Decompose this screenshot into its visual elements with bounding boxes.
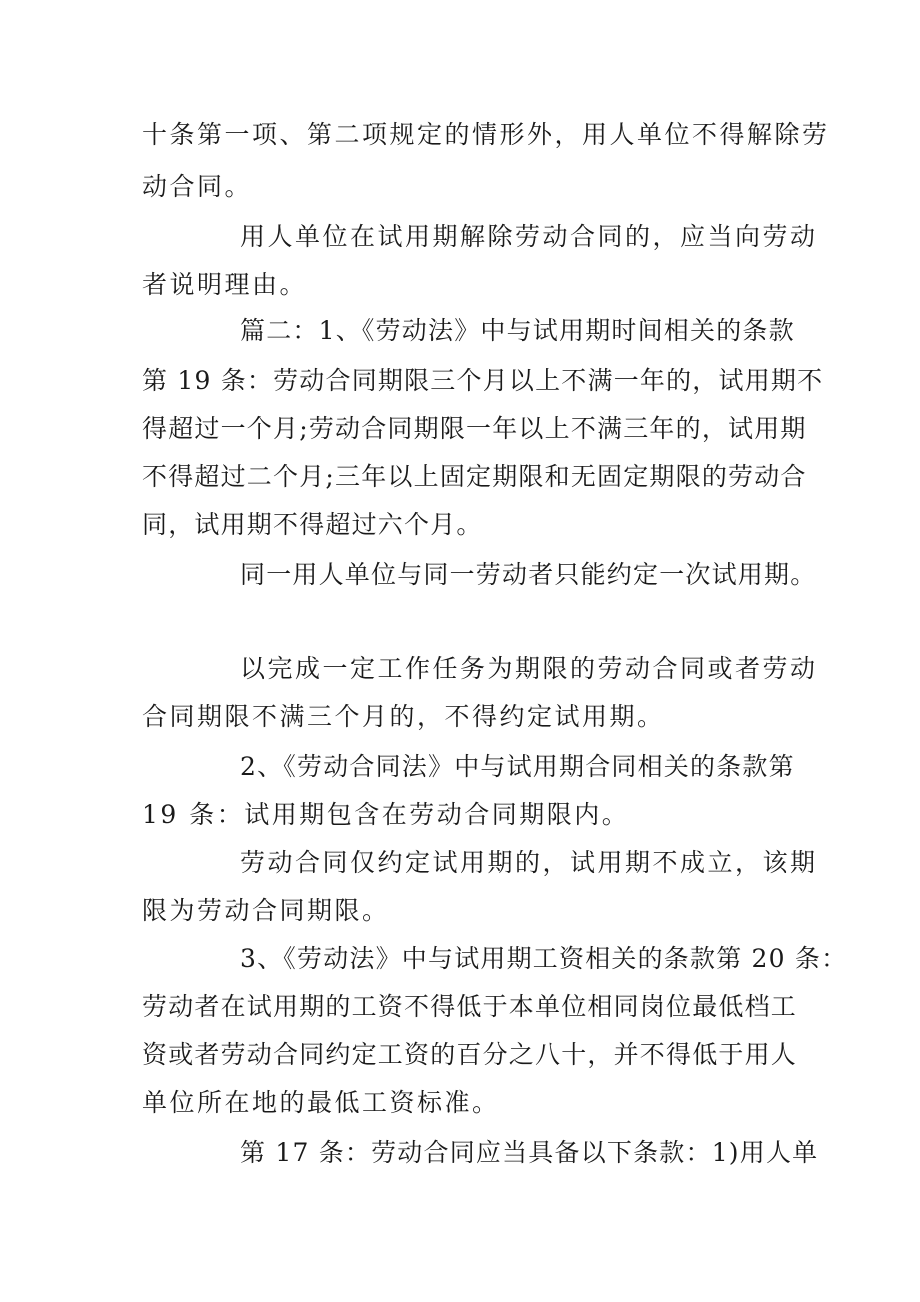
text-line: 单位所在地的最低工资标准。 (142, 1088, 500, 1117)
text-line: 用人单位在试用期解除劳动合同的，应当向劳动 (240, 222, 818, 251)
text-line: 不得超过二个月;三年以上固定期限和无固定期限的劳动合 (142, 462, 807, 491)
text-line: 劳动合同仅约定试用期的，试用期不成立，该期 (240, 848, 818, 877)
text-line: 合同期限不满三个月的，不得约定试用期。 (142, 702, 665, 731)
text-line: 限为劳动合同期限。 (142, 896, 390, 925)
text-line: 2、《劳动合同法》中与试用期合同相关的条款第 (240, 752, 795, 781)
text-line: 动合同。 (142, 172, 253, 201)
text-line: 第 17 条：劳动合同应当具备以下条款：1)用人单 (240, 1138, 819, 1167)
text-line: 者说明理由。 (142, 270, 308, 299)
text-line: 篇二：1、《劳动法》中与试用期时间相关的条款 (240, 316, 795, 345)
text-line: 以完成一定工作任务为期限的劳动合同或者劳动 (240, 654, 818, 683)
text-line: 19 条：试用期包含在劳动合同期限内。 (142, 800, 630, 829)
text-line: 第 19 条：劳动合同期限三个月以上不满一年的，试用期不 (142, 366, 824, 395)
text-line: 得超过一个月;劳动合同期限一年以上不满三年的，试用期 (142, 414, 807, 443)
text-line: 3、《劳动法》中与试用期工资相关的条款第 20 条： (240, 944, 848, 973)
text-line: 资或者劳动合同约定工资的百分之八十，并不得低于用人 (142, 1040, 798, 1069)
text-line: 十条第一项、第二项规定的情形外，用人单位不得解除劳 (142, 120, 830, 149)
text-line: 同，试用期不得超过六个月。 (142, 510, 483, 539)
text-line: 同一用人单位与同一劳动者只能约定一次试用期。 (240, 560, 817, 589)
text-line: 劳动者在试用期的工资不得低于本单位相同岗位最低档工 (142, 992, 798, 1021)
